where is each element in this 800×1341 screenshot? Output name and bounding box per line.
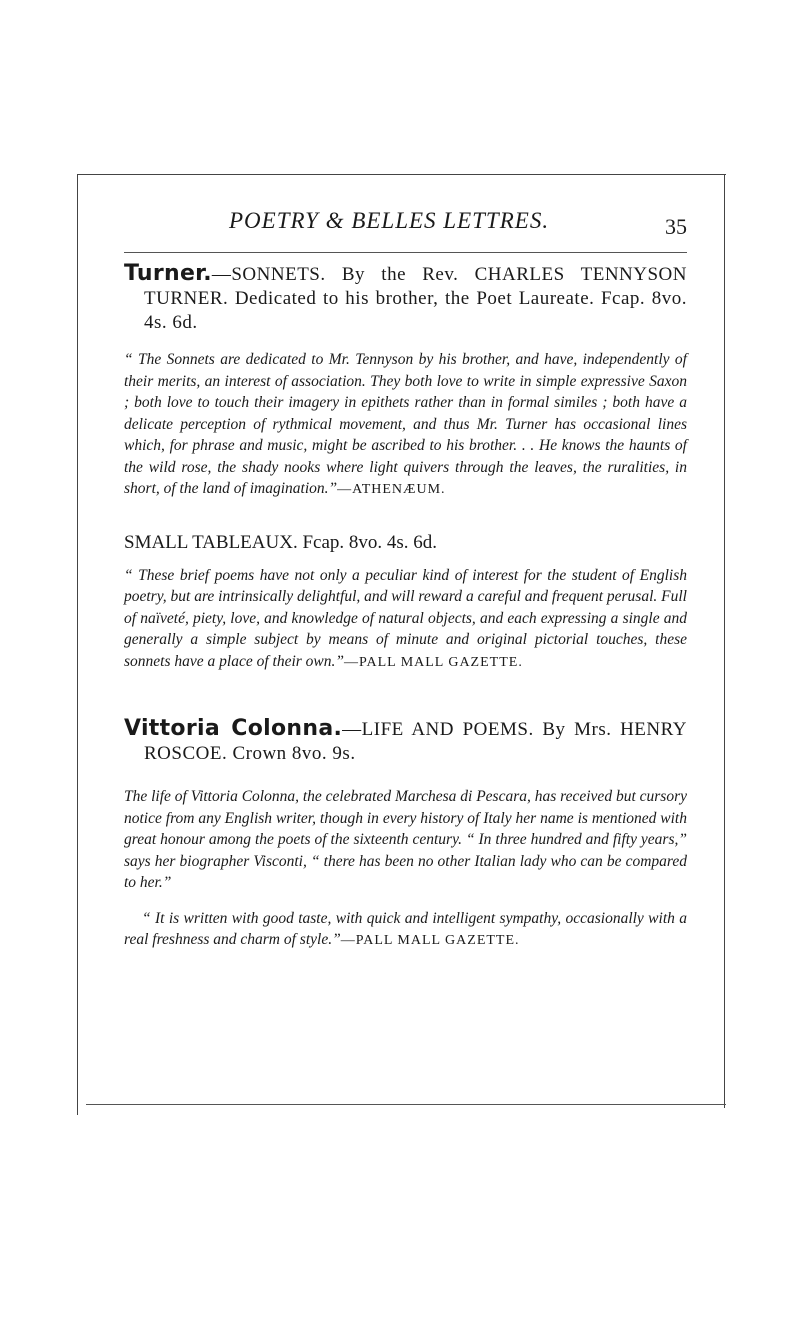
review-quote [124,565,687,674]
entry-heading-text: —SONNETS. By the Rev. CHARLES TENNYSON TURNER. Dedicated to his brother, the Poet Laureate. Fcap. 8vo. 4s. 6d. [144,264,687,333]
quote-text: “ The Sonnets are dedicated to Mr. Tennyson by his brother, and have, independently of their merits, an interest of association. They both love to write in simple expressive Saxon ; both love to touch their imagery in epithets rather than in formal similes ; both have a delicate perception of rythmical movement, and thus Mr. Turner has occasional lines which, for phrase and music, might be ascribed to his brother. . . He knows the haunts of the wild rose, the shady nooks where light quivers through the leaves, the ruralities, in short, of the land of imagination.” [124,351,687,497]
frame-left-rule [77,174,78,1115]
frame-top-rule [77,174,726,175]
entry-heading-turner [124,262,687,335]
description-text [124,786,687,894]
entry-heading-text: —LIFE AND POEMS. By Mrs. HENRY ROSCOE. Crown 8vo. 9s. [144,719,687,764]
entry-heading-vittoria-colonna [124,717,687,766]
quote-source: —PALL MALL GAZETTE. [344,654,523,670]
quote-text: “ It is written with good taste, with quick and intelligent sympathy, occasionally with a real freshness and charm of style.” [124,909,687,948]
page-number: 35 [665,214,687,239]
page-header [124,208,687,252]
review-quote [124,349,687,501]
entry-heading-small-tableaux: SMALL TABLEAUX. Fcap. 8vo. 4s. 6d. [124,531,438,553]
frame-right-rule [724,174,725,1108]
header-rule [124,252,687,253]
review-quote [124,908,687,952]
quote-source: —PALL MALL GAZETTE. [340,933,520,948]
quote-source: —ATHENÆUM. [337,482,446,497]
author-name: Vittoria Colonna. [124,716,343,741]
quote-text: “ These brief poems have not only a peculiar kind of interest for the student of English poetry, but are intrinsically delightful, and will reward a careful and frequent perusal. Full of naïveté, piety, love, and knowledge of natural objects, and each expressing a single and generally a simple subject by means of minute and original pictorial touches, these sonnets have a place of their own.” [124,566,687,670]
description-body: The life of Vittoria Colonna, the celebrated Marchesa di Pescara, has received but cursory notice from any English writer, though in every history of Italy her name is mentioned with great honour among the poets of the sixteenth century. “ In three hundred and fifty years,” says her biographer Visconti, “ there has been no other Italian lady who can be compared to her.” [124,788,687,891]
author-name: Turner. [124,261,212,286]
page-content [124,262,687,952]
running-title: POETRY & BELLES LETTRES. [229,208,550,233]
frame-bottom-rule [86,1104,726,1105]
